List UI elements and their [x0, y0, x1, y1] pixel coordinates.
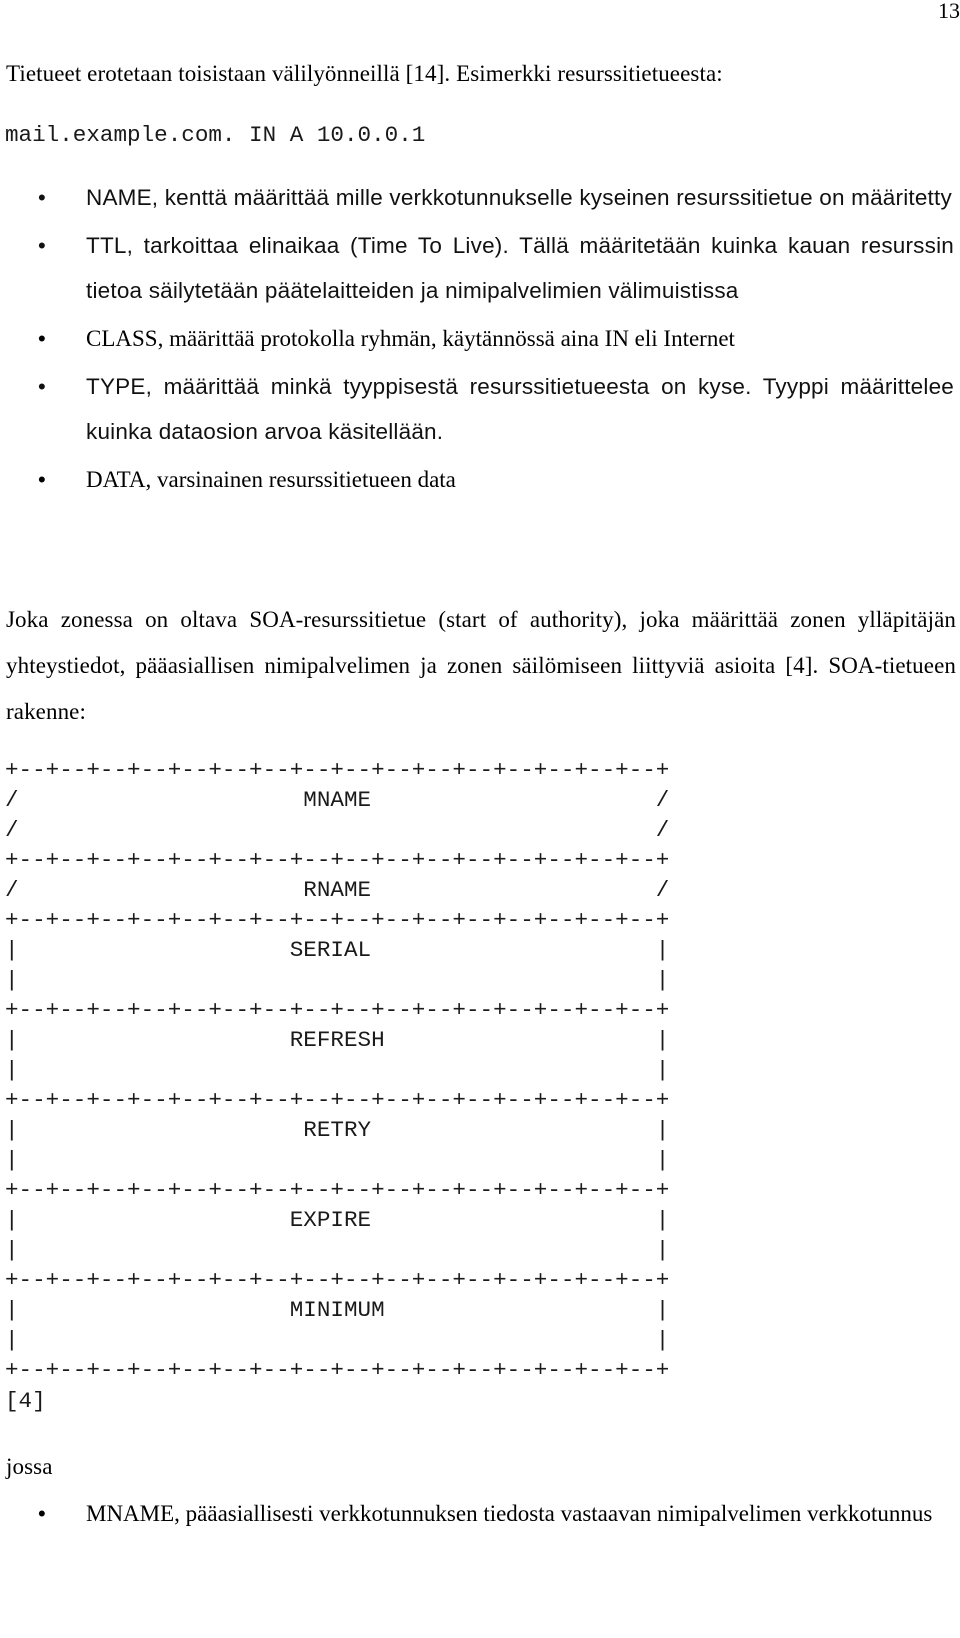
bullet-icon: • [38, 1501, 46, 1526]
list-item-data [0, 457, 954, 502]
bullet-icon: • [38, 233, 46, 258]
list-item-text: MNAME, pääasiallisesti verkkotunnuksen tiedosta vastaavan nimipalvelimen verkkotunnus [86, 1501, 933, 1526]
bullet-icon: • [38, 374, 46, 399]
list-item-text: DATA, varsinainen resurssitietueen data [86, 467, 456, 492]
list-item-text: NAME, kenttä määrittää mille verkkotunnukselle kyseinen resurssitietue on määritetty [86, 185, 952, 210]
list-item-name [0, 175, 954, 220]
record-fields-list [0, 175, 960, 502]
example-record: mail.example.com. IN A 10.0.0.1 [5, 122, 426, 148]
list-item-mname [0, 1491, 954, 1536]
page-number: 13 [938, 0, 960, 23]
soa-record-diagram: +--+--+--+--+--+--+--+--+--+--+--+--+--+--+--+--+ / MNAME / / / +--+--+--+--+--+--+--+--+--+--+--+--+--+--+--+--+ / RNAME / +--+--+--+--+--+--+--+--+--+--+--+--+--+--+--+--+ | SERIAL | | | +--+--+--+--+--+--+--+--+--+--+--+--+--+--+--+--+ | REFRESH | | | +--+--+--+--+--+--+--+--+--+--+--+--+--+--+--+--+ | RETRY | | | +--+--+--+--+--+--+--+--+--+--+--+--+--+--+--+--+ | EXPIRE | | | +--+--+--+--+--+--+--+--+--+--+--+--+--+--+--+--+ | MINIMUM | | | +--+--+--+--+--+--+--+--+--+--+--+--+--+--+--+--+ [5, 757, 670, 1383]
soa-fields-list [0, 1491, 960, 1536]
list-item-class [0, 316, 954, 361]
list-item-text: TTL, tarkoittaa elinaikaa (Time To Live). Tällä määritetään kuinka kauan resurssin tietoa säilytetään päätelaitteiden ja nimipalvelimien välimuistissa [86, 233, 954, 303]
bullet-icon: • [38, 185, 46, 210]
list-item-text: TYPE, määrittää minkä tyyppisestä resurssitietueesta on kyse. Tyyppi määrittelee kuinka dataosion arvoa käsitellään. [86, 374, 954, 444]
citation: [4] [5, 1388, 46, 1414]
bullet-icon: • [38, 326, 46, 351]
bullet-icon: • [38, 467, 46, 492]
list-item-type [0, 364, 954, 454]
intro-paragraph: Tietueet erotetaan toisistaan välilyönneillä [14]. Esimerkki resurssitietueesta: [6, 61, 723, 86]
jossa-label: jossa [6, 1454, 53, 1479]
soa-paragraph: Joka zonessa on oltava SOA-resurssitietue (start of authority), joka määrittää zonen ylläpitäjän yhteystiedot, pääasiallisen nimipalvelimen ja zonen säilömiseen liittyviä asioita [4]. SOA-tietueen rakenne: [6, 607, 956, 724]
list-item-ttl [0, 223, 954, 313]
list-item-text: CLASS, määrittää protokolla ryhmän, käytännössä aina IN eli Internet [86, 326, 735, 351]
